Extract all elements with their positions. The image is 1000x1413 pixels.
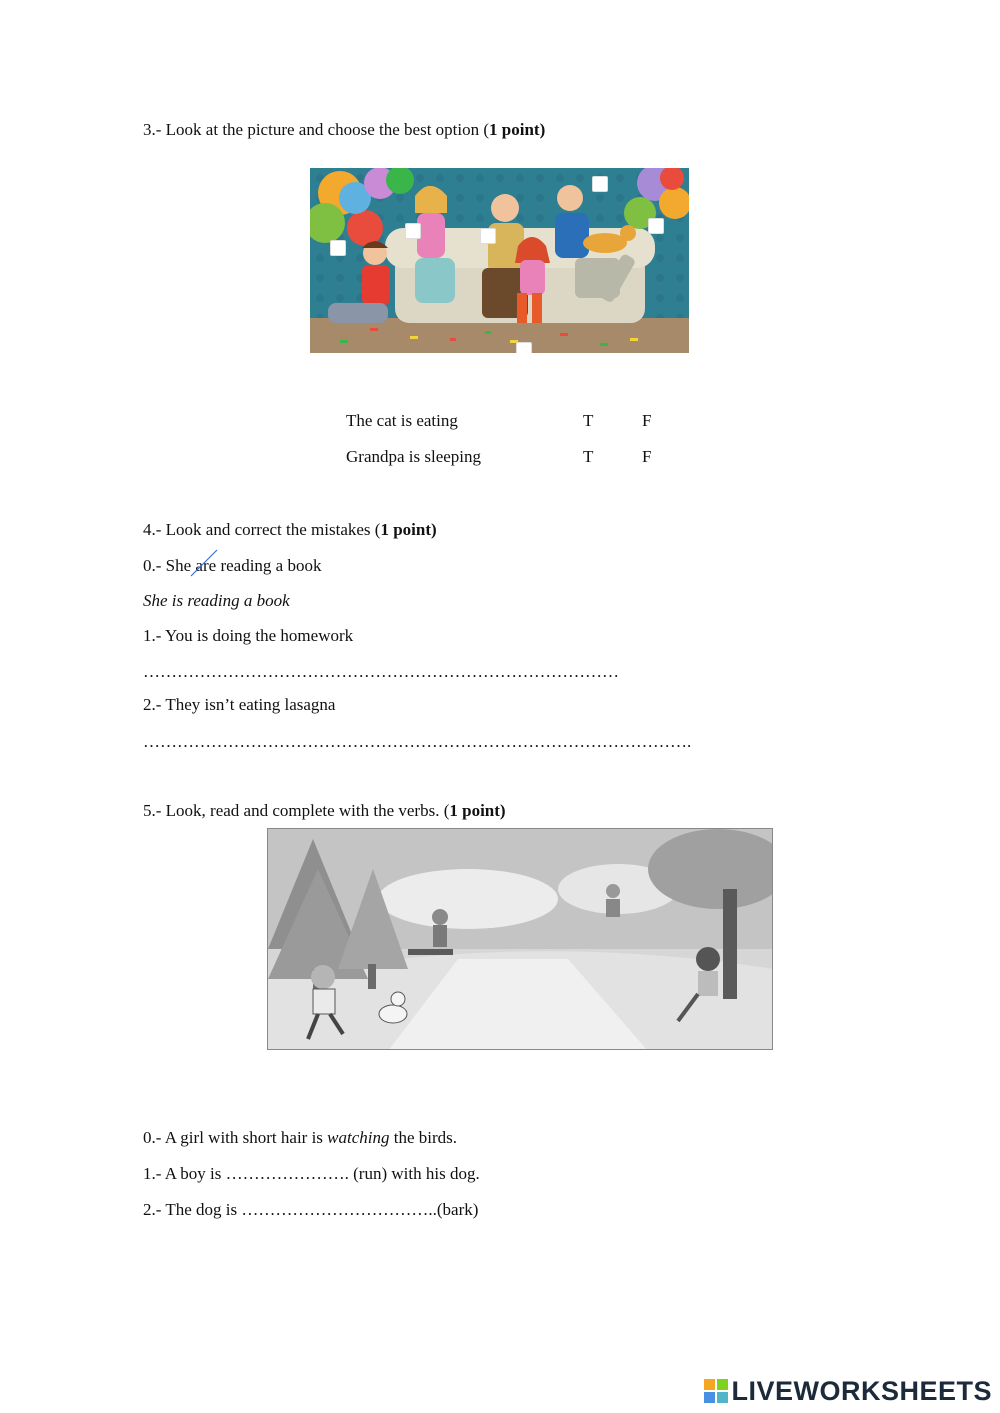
q3-statement-2-false[interactable]: F	[642, 447, 652, 466]
q5-item-1[interactable]: 1.- A boy is …………………. (run) with his dog.	[143, 1164, 480, 1183]
q5-example-before: 0.- A girl with short hair is	[143, 1128, 328, 1147]
q4-example-crossed-word: are	[195, 556, 217, 575]
q4-example-answer: She is reading a book	[143, 591, 290, 610]
answer-box-girl[interactable]	[516, 342, 532, 353]
logo-text: LIVEWORKSHEETS	[731, 1375, 992, 1406]
q4-example-after: reading a book	[216, 556, 322, 575]
q4-item-1: 1.- You is doing the homework	[143, 626, 354, 645]
q3-statement-1-false[interactable]: F	[642, 411, 652, 430]
q4-example	[143, 556, 321, 576]
q5-item-2[interactable]: 2.- The dog is ……………………………..(bark)	[143, 1200, 479, 1219]
q3-statement-1-true[interactable]: T	[583, 411, 594, 430]
party-picture	[310, 168, 689, 353]
answer-box-woman[interactable]	[405, 223, 421, 239]
q3-points: 1 point)	[489, 120, 546, 139]
q3-statement-1: The cat is eating	[346, 411, 458, 430]
q4-example-before: 0.- She	[143, 556, 196, 575]
liveworksheets-logo	[704, 1377, 992, 1405]
answer-box-grandpa[interactable]	[480, 228, 496, 244]
q4-answer-line-1[interactable]: …………………………………………………………………………	[143, 662, 619, 681]
q5-points: 1 point)	[449, 801, 506, 820]
q5-title	[143, 801, 506, 821]
answer-box-man[interactable]	[592, 176, 608, 192]
q3-statement-2: Grandpa is sleeping	[346, 447, 482, 466]
q5-example-after: the birds.	[389, 1128, 458, 1147]
q4-title-text: 4.- Look and correct the mistakes (	[143, 520, 381, 539]
party-illustration	[310, 168, 689, 353]
q4-example-crossed	[195, 556, 216, 575]
q3-title	[143, 120, 545, 140]
q5-title-text: 5.- Look, read and complete with the verbs. (	[143, 801, 450, 820]
q4-item-2: 2.- They isn’t eating lasagna	[143, 695, 336, 714]
park-illustration	[268, 829, 773, 1050]
q3-statement-2-true[interactable]: T	[583, 447, 594, 466]
q5-example	[143, 1128, 457, 1148]
q3-title-text: 3.- Look at the picture and choose the best option (	[143, 120, 490, 139]
q5-example-verb: watching	[327, 1128, 390, 1147]
answer-box-balloons[interactable]	[330, 240, 346, 256]
answer-box-cat[interactable]	[648, 218, 664, 234]
q4-points: 1 point)	[380, 520, 437, 539]
logo-grid-icon	[704, 1379, 728, 1403]
strike-mark	[189, 548, 219, 578]
q4-answer-line-2[interactable]: …………………………………………………………………………………….	[143, 732, 692, 751]
park-picture	[267, 828, 773, 1050]
q4-title	[143, 520, 437, 540]
